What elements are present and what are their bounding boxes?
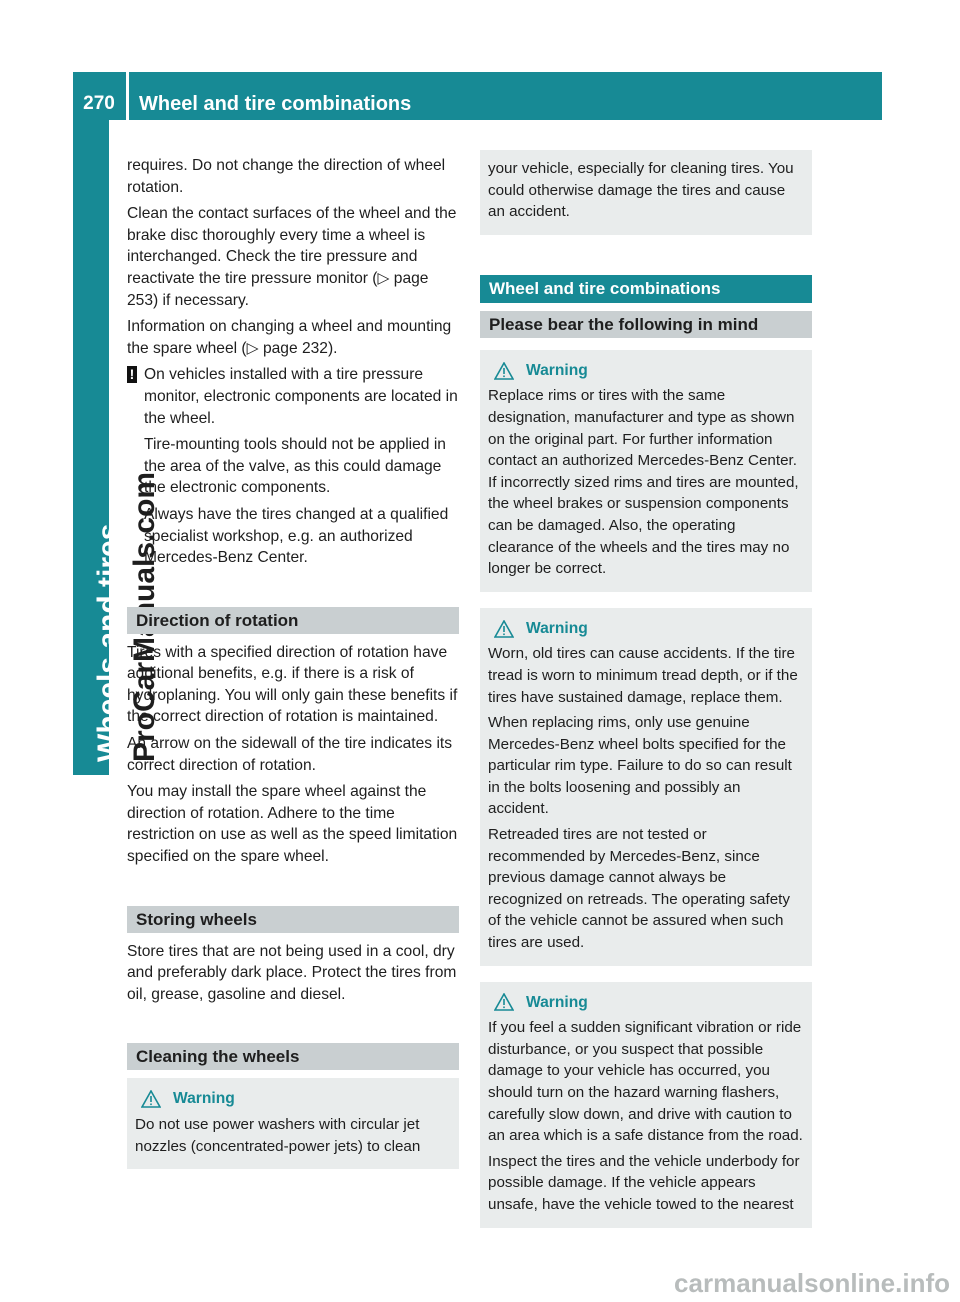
note-text: Always have the tires changed at a qualified specialist workshop, e.g. an authorized Mercedes-Benz Center. <box>144 505 449 567</box>
warning-triangle-icon <box>494 362 514 380</box>
page-title: Wheel and tire combinations <box>139 93 412 115</box>
left-column <box>127 155 459 1169</box>
warning-box-continued <box>480 150 812 235</box>
warning-box <box>480 350 812 592</box>
warning-box <box>480 982 812 1228</box>
note-text: On vehicles installed with a tire pressure monitor, electronic components are located in the wheel. <box>144 366 458 427</box>
warning-text: Inspect the tires and the vehicle underbody for possible damage. If the vehicle appears unsafe, have the vehicle towed to the nearest <box>488 1152 800 1213</box>
warning-text: your vehicle, especially for cleaning tires. You could otherwise damage the tires and cause an accident. <box>488 160 794 221</box>
subheading-cleaning: Cleaning the wheels <box>127 1043 459 1070</box>
warning-triangle-icon <box>494 993 514 1011</box>
warning-header <box>135 1088 451 1110</box>
warning-triangle-icon <box>141 1090 161 1108</box>
warning-text: If you feel a sudden significant vibration or ride disturbance, or you suspect that possible damage to your vehicle has occurred, you should turn on the hazard warning flashers, carefully slow down, and drive with caution to an area which is a safe distance from the road. <box>488 1019 803 1145</box>
warning-box <box>480 608 812 966</box>
warning-text: Do not use power washers with circular jet nozzles (concentrated-power jets) to clean <box>135 1116 421 1155</box>
warning-header <box>488 360 804 382</box>
paragraph: Store tires that are not being used in a cool, dry and preferably dark place. Protect the tires from oil, grease, gasoline and diesel. <box>127 942 457 1003</box>
warning-label: Warning <box>526 619 588 637</box>
warning-text: When replacing rims, only use genuine Mercedes-Benz wheel bolts specified for the particular rim type. Failure to do so can result in the bolts loosening and possibly an accident. <box>488 714 792 818</box>
warning-label: Warning <box>526 993 588 1011</box>
warning-text: Replace rims or tires with the same designation, manufacturer and type as shown on the original part. For further information contact an authorized Mercedes-Benz Center. If incorrectly sized rims and tires are mounted, the wheel brakes or suspension components can be damaged. Also, the operating clearance of the wheels and the tires may no longer be correct. <box>488 387 799 578</box>
paragraph: Clean the contact surfaces of the wheel and the brake disc thoroughly every time a wheel is interchanged. Check the tire pressure and reactivate the tire pressure monitor (▷ page 253) if necessary. <box>127 205 457 309</box>
paragraph: requires. Do not change the direction of wheel rotation. <box>127 157 446 196</box>
exclamation-icon: ! <box>127 366 137 383</box>
paragraph: Tires with a specified direction of rotation have additional benefits, e.g. if there is a risk of hydroplaning. You will only gain these benefits if the correct direction of rotation is maintained. <box>127 643 458 726</box>
warning-text: Worn, old tires can cause accidents. If the tire tread is worn to minimum tread depth, or if the tires have sustained damage, replace them. <box>488 645 798 706</box>
right-column <box>480 150 812 1228</box>
warning-header <box>488 618 804 640</box>
section-label: Wheels and tires <box>92 523 125 762</box>
warning-label: Warning <box>173 1090 235 1108</box>
warning-label: Warning <box>526 361 588 379</box>
paragraph: You may install the spare wheel against the direction of rotation. Adhere to the time restriction on use as well as the speed limitation specified on the spare wheel. <box>127 783 458 866</box>
warning-box <box>127 1078 459 1169</box>
note-block <box>127 364 459 568</box>
paragraph: Information on changing a wheel and mounting the spare wheel (▷ page 232). <box>127 318 452 357</box>
note-text: Tire-mounting tools should not be applied in the area of the valve, as this could damage the electronic components. <box>144 436 446 497</box>
footer-watermark: carmanualsonline.info <box>674 1268 950 1298</box>
header-divider <box>126 72 129 120</box>
section-heading: Wheel and tire combinations <box>480 275 812 303</box>
subheading-bear: Please bear the following in mind <box>480 311 812 338</box>
paragraph: An arrow on the sidewall of the tire indicates its correct direction of rotation. <box>127 735 453 774</box>
page-number: 270 <box>83 93 115 114</box>
page-header <box>73 72 882 120</box>
warning-text: Retreaded tires are not tested or recommended by Mercedes-Benz, since previous damage cannot always be recognized on retreads. The operating safety of the vehicle cannot be assured when such tires are used. <box>488 826 790 952</box>
warning-header <box>488 992 804 1014</box>
subheading-storing: Storing wheels <box>127 906 459 933</box>
subheading-direction: Direction of rotation <box>127 607 459 634</box>
warning-triangle-icon <box>494 620 514 638</box>
